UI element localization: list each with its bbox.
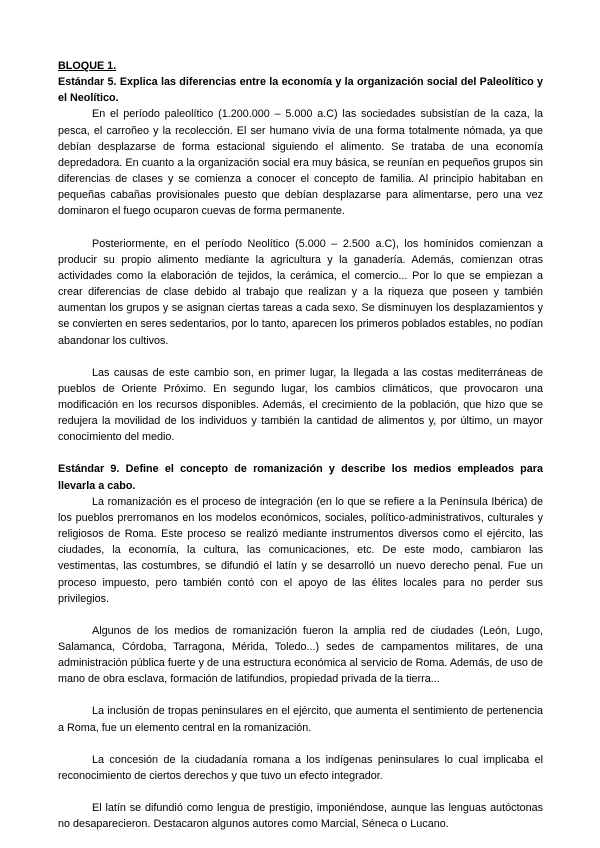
document-page <box>58 58 543 832</box>
block-title: BLOQUE 1. <box>58 60 117 72</box>
section-1-paragraph-3: Las causas de este cambio son, en primer lugar, la llegada a las costas mediterráneas de pueblos de Oriente Próximo. En segundo lugar, los cambios climáticos, que provocaron una modificación en los recursos disponibles. Además, el crecimiento de la población, que hizo que se redujera la movilidad de los individuos y también la cantidad de alimentos y, por último, un mayor conocimiento del medio. <box>58 366 543 444</box>
section-1-title: Estándar 5. Explica las diferencias entre la economía y la organización social del Paleolítico y el Neolítico. <box>58 76 543 105</box>
paragraph-spacer <box>58 784 543 800</box>
paragraph-spacer <box>58 349 543 365</box>
paragraph-spacer <box>58 607 543 623</box>
section-2-paragraph-1: La romanización es el proceso de integración (en lo que se refiere a la Península Ibérica) de los pueblos prerromanos en los modelos económicos, sociales, político-administrativos, culturales y religiosos de Roma. Este proceso se realizó mediante instrumentos diversos como el ejército, las ciudades, la economía, la cultura, las comunicaciones, etc. De este modo, cambiaron las vestimentas, las costumbres, se difundió el latín y se desarrolló un nuevo derecho penal. Fue un proceso impuesto, pero también contó con el apoyo de las élites locales para no perder sus privilegios. <box>58 495 543 605</box>
section-2-paragraph-2: Algunos de los medios de romanización fueron la amplia red de ciudades (León, Lugo, Salamanca, Córdoba, Tarragona, Mérida, Toledo...) sedes de campamentos militares, de una administración pública fuerte y de una estructura económica al servicio de Roma. Además, de uso de mano de obra esclava, formación de latifundios, propiedad privada de la tierra... <box>58 624 543 686</box>
section-2-title: Estándar 9. Define el concepto de romanización y describe los medios empleados para llevarla a cabo. <box>58 463 543 492</box>
section-2-paragraph-3: La inclusión de tropas peninsulares en el ejército, que aumenta el sentimiento de pertenencia a Roma, fue un elemento central en la romanización. <box>58 705 543 734</box>
section-1-paragraph-1: En el período paleolítico (1.200.000 – 5.000 a.C) las sociedades subsistían de la caza, la pesca, el carroñeo y la recolección. El ser humano vivía de una forma totalmente nómada, ya que debían desplazarse de forma estacional siguiendo el alimento. Se trataba de una economía depredadora. En cuanto a la organización social era muy básica, se reunían en pequeños grupos sin diferencias de clases y se comienza a conocer el concepto de familia. Al principio habitaban en pequeñas cabañas provisionales puesto que debían desplazarse para alimentarse, pero una vez dominaron el fuego ocuparon cuevas de forma permanente. <box>58 108 543 218</box>
section-1-paragraph-2: Posteriormente, en el período Neolítico (5.000 – 2.500 a.C), los homínidos comienzan a producir su propio alimento mediante la agricultura y la ganadería. Además, comienzan otras actividades como la elaboración de tejidos, la cerámica, el comercio... Por lo que se empiezan a crear diferencias de clase debido al trabajo que realizan y a la riqueza que poseen y también aumentan los grupos y se asignan ciertas tareas a cada sexo. Se disminuyen los desplazamientos y se convierten en seres sedentarios, por lo tanto, aparecen los primeros poblados estables, no podían abandonar los cultivos. <box>58 237 543 347</box>
paragraph-spacer <box>58 445 543 461</box>
section-2-paragraph-5: El latín se difundió como lengua de prestigio, imponiéndose, aunque las lenguas autóctonas no desaparecieron. Destacaron algunos autores como Marcial, Séneca o Lucano. <box>58 802 543 831</box>
section-2-paragraph-4: La concesión de la ciudadanía romana a los indígenas peninsulares lo cual implicaba el reconocimiento de ciertos derechos y que tuvo un efecto integrador. <box>58 753 543 782</box>
paragraph-spacer <box>58 736 543 752</box>
paragraph-spacer <box>58 687 543 703</box>
paragraph-spacer <box>58 220 543 236</box>
